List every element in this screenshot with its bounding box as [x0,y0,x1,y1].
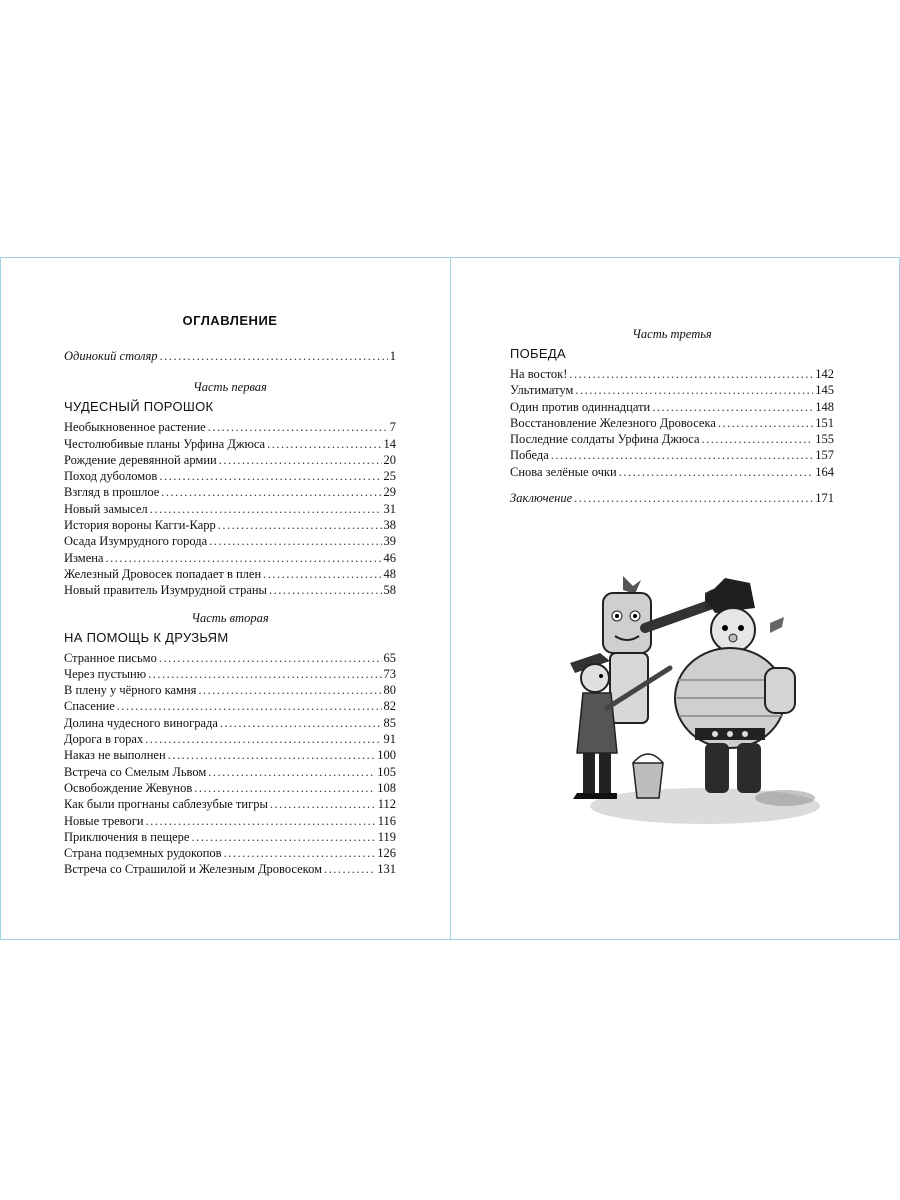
part2-entries [64,650,396,878]
part1-entries [64,419,396,598]
toc-entry[interactable]: Через пустыню ..... 73 [64,666,396,682]
toc-entry[interactable]: Один против одиннадцати ..... 148 [510,399,834,415]
toc-title: ОГЛАВЛЕНИЕ [182,313,278,328]
part2-label: Часть вторая [191,610,269,625]
toc-entry[interactable]: Странное письмо ..... 65 [64,650,396,666]
toc-entry[interactable]: Железный Дровосек попадает в плен ..... 48 [64,566,396,582]
toc-entry[interactable]: В плену у чёрного камня ..... 80 [64,682,396,698]
toc-entry[interactable]: Новый правитель Изумрудной страны ..... 58 [64,582,396,598]
toc-entry[interactable]: Взгляд в прошлое ..... 29 [64,484,396,500]
toc-entry[interactable]: Последние солдаты Урфина Джюса ..... 155 [510,431,834,447]
part3-entries [510,366,834,480]
toc-entry[interactable]: Рождение деревянной армии ..... 20 [64,452,396,468]
toc-entry[interactable]: Освобождение Жевунов ..... 108 [64,780,396,796]
toc-entry[interactable]: Приключения в пещере ..... 119 [64,829,396,845]
toc-entry[interactable]: Спасение ..... 82 [64,698,396,714]
toc-entry[interactable]: На восток! ..... 142 [510,366,834,382]
toc-entry-prologue[interactable]: Одинокий столяр ..... 1 [64,348,396,364]
toc-entry[interactable]: Измена ..... 46 [64,550,396,566]
toc-entry[interactable]: Победа ..... 157 [510,447,834,463]
part3-label: Часть третья [632,327,712,341]
toc-entry[interactable]: Как были прогнаны саблезубые тигры ..... 112 [64,796,396,812]
toc-entry[interactable]: Долина чудесного винограда ..... 85 [64,715,396,731]
toc-entry[interactable]: Встреча со Смелым Львом ..... 105 [64,764,396,780]
part1-name: ЧУДЕСНЫЙ ПОРОШОК [64,399,214,415]
part2-name: НА ПОМОЩЬ К ДРУЗЬЯМ [64,629,229,645]
toc-entry[interactable]: Наказ не выполнен ..... 100 [64,747,396,763]
part1-label: Часть первая [193,380,267,395]
toc-entry[interactable]: Честолюбивые планы Урфина Джюса ..... 14 [64,436,396,452]
toc-entry[interactable]: Необыкновенное растение ..... 7 [64,419,396,435]
part3-name: ПОБЕДА [510,346,566,361]
illustration-wooden-soldier-and-tin-woodman [555,568,830,833]
left-page [64,305,396,878]
toc-entry[interactable]: История вороны Кагги-Карр ..... 38 [64,517,396,533]
toc-entry[interactable]: Новый замысел ..... 31 [64,501,396,517]
page-fold [450,257,451,940]
toc-entry-epilogue[interactable]: Заключение ..... 171 [510,490,834,506]
toc-entry[interactable]: Дорога в горах ..... 91 [64,731,396,747]
right-page [510,327,834,506]
toc-entry[interactable]: Осада Изумрудного города ..... 39 [64,533,396,549]
toc-entry[interactable]: Снова зелёные очки ..... 164 [510,464,834,480]
toc-entry[interactable]: Ультиматум ..... 145 [510,382,834,398]
toc-entry[interactable]: Поход дуболомов ..... 25 [64,468,396,484]
toc-entry[interactable]: Страна подземных рудокопов ..... 126 [64,845,396,861]
toc-entry[interactable]: Встреча со Страшилой и Железным Дровосеком ..... 131 [64,861,396,877]
toc-entry[interactable]: Новые тревоги ..... 116 [64,813,396,829]
toc-entry[interactable]: Восстановление Железного Дровосека ..... 151 [510,415,834,431]
